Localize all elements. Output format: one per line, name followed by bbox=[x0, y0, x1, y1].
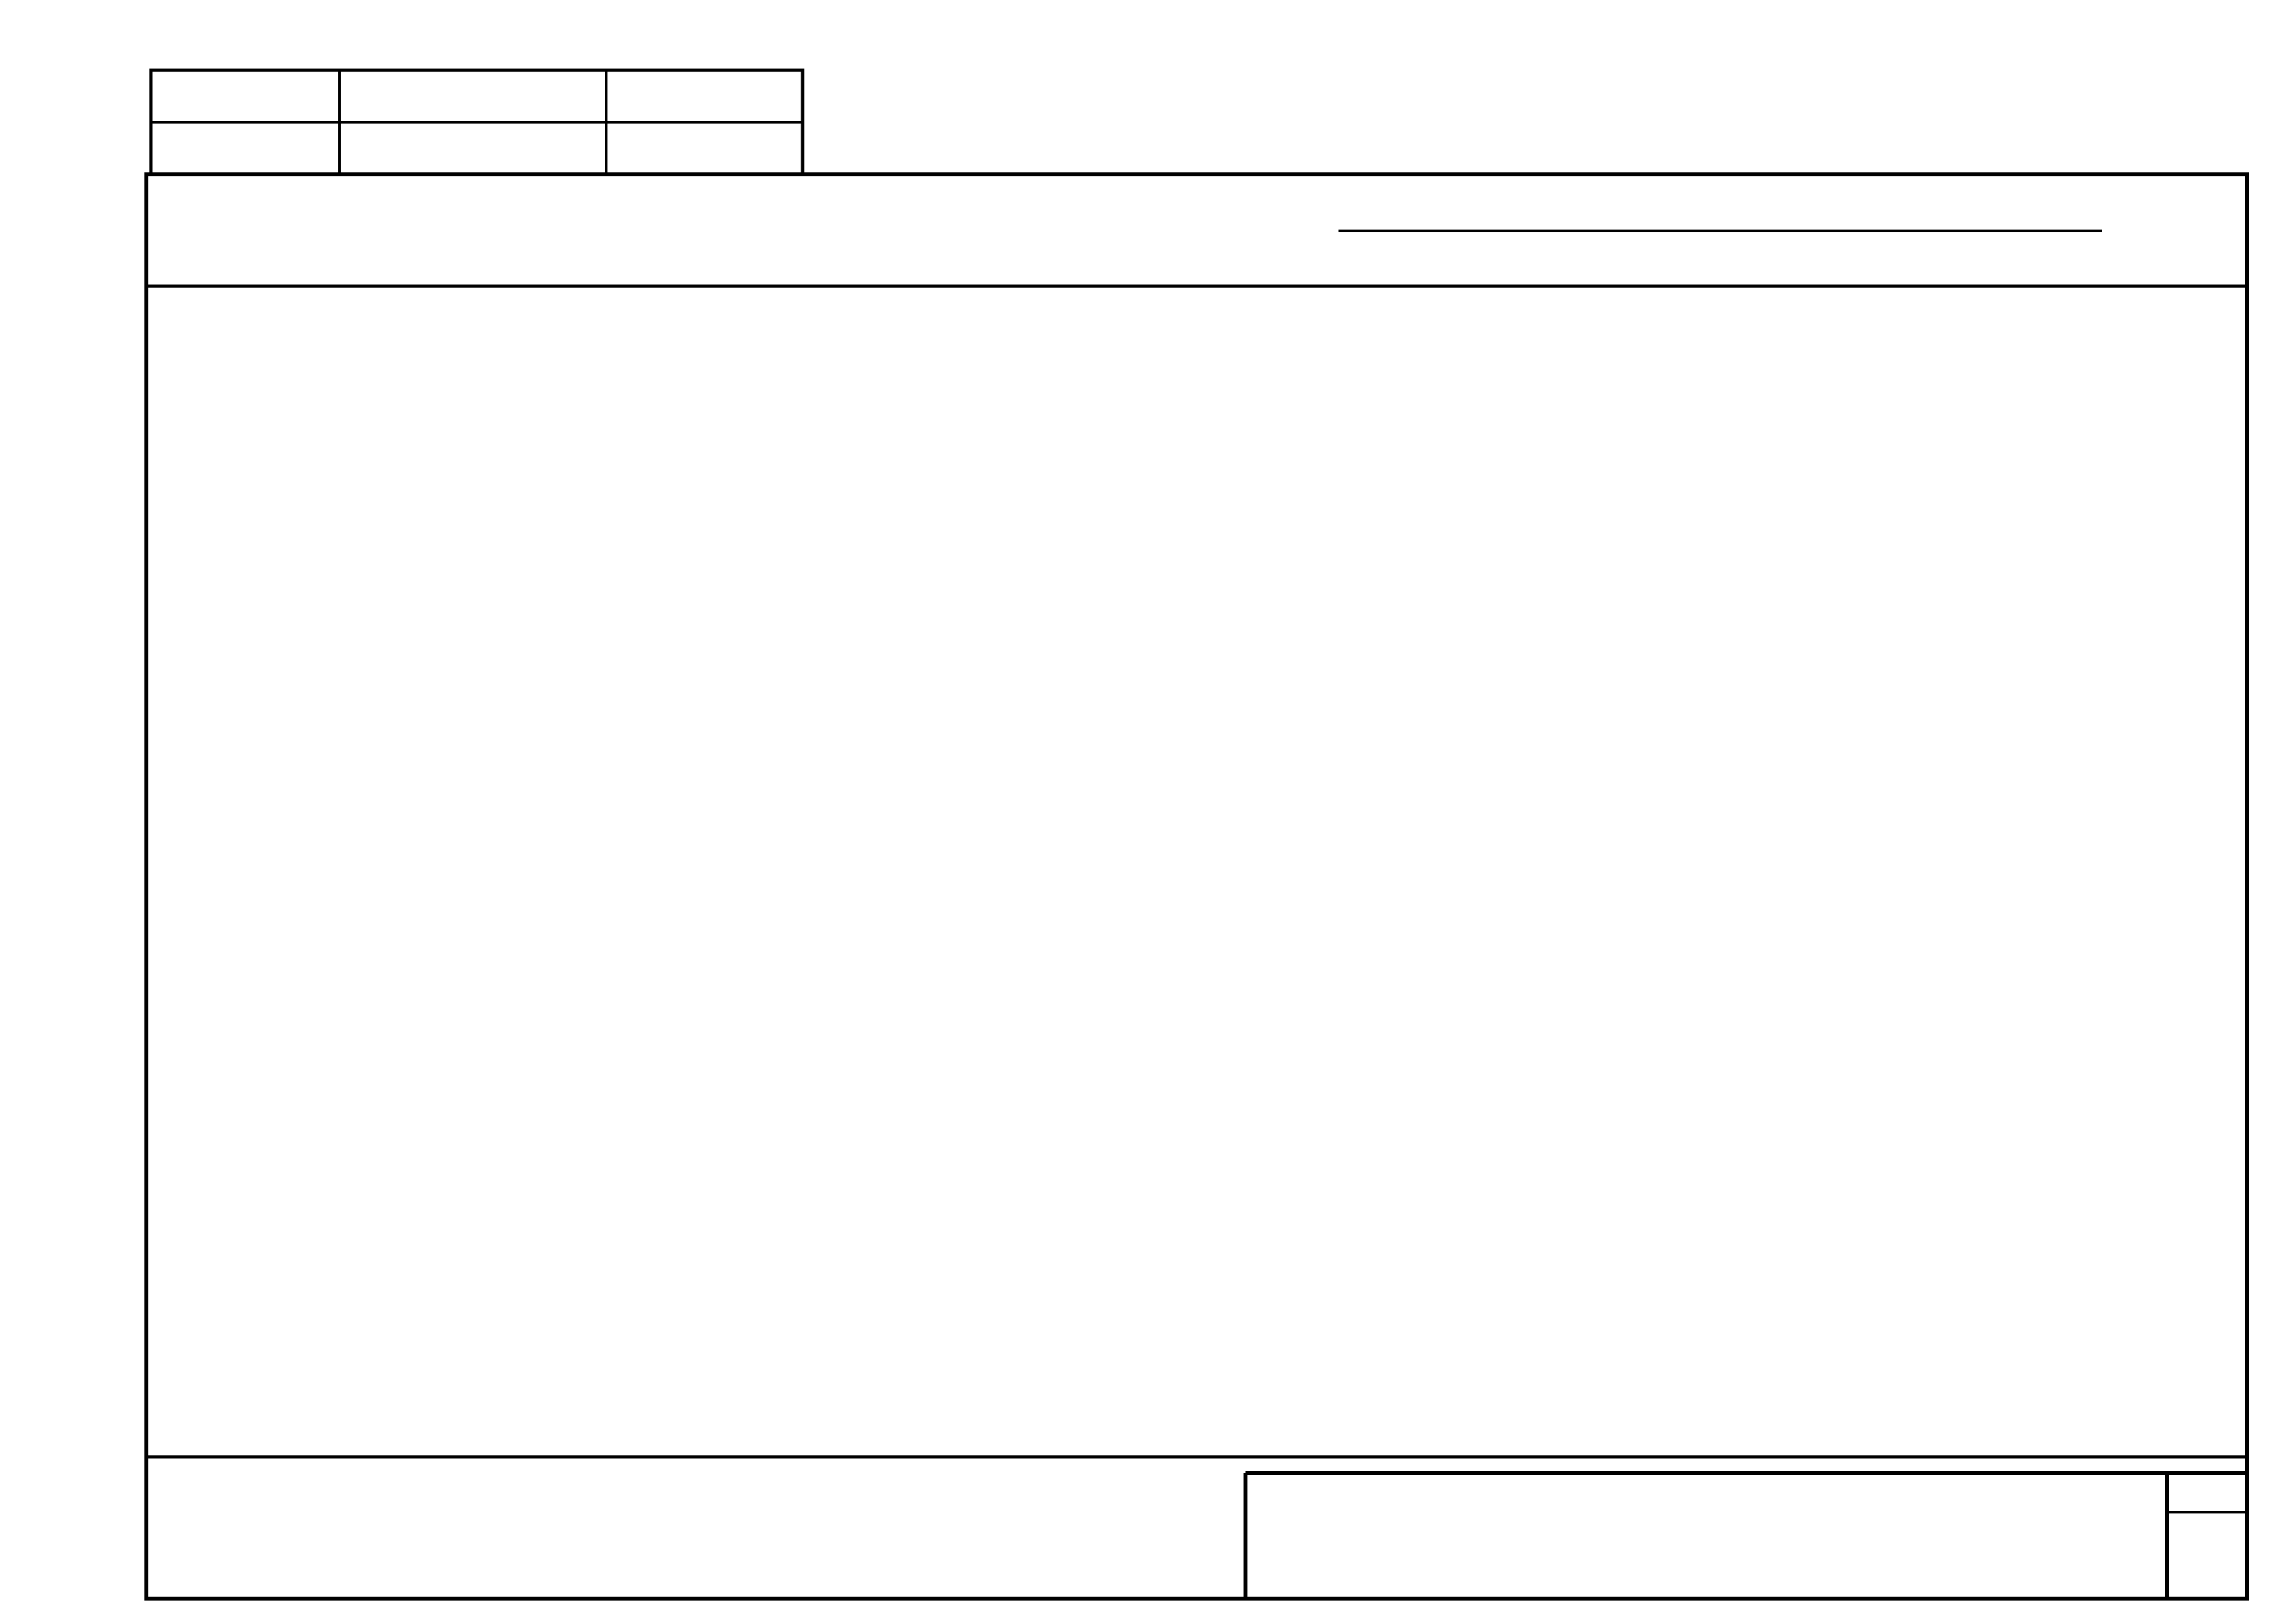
stamp-strip bbox=[151, 70, 803, 174]
main-frame bbox=[146, 174, 2247, 1599]
title-block bbox=[1245, 1473, 2247, 1599]
